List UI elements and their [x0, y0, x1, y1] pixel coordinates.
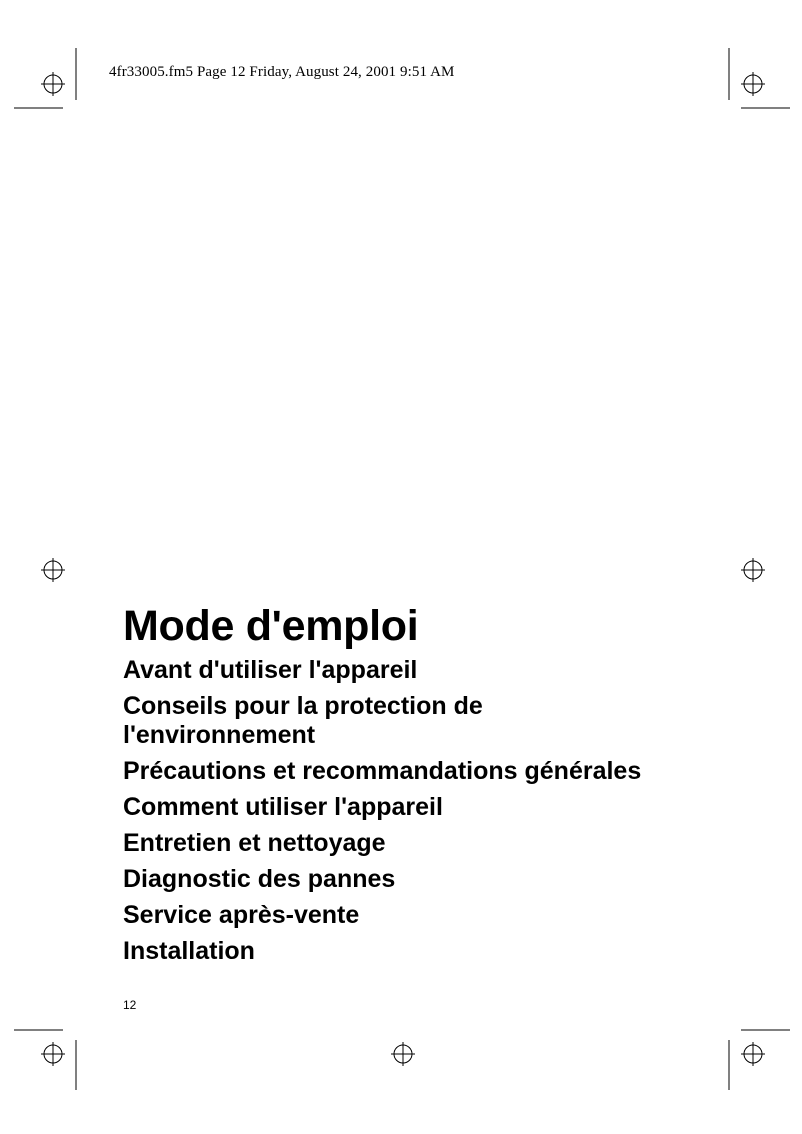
toc-item: Diagnostic des pannes	[123, 865, 396, 893]
toc-item: Service après-vente	[123, 901, 360, 929]
page-title: Mode d'emploi	[123, 602, 419, 650]
registration-mark-bottom-center	[391, 1042, 415, 1066]
registration-mark-top-left	[14, 48, 76, 108]
toc-item: Comment utiliser l'appareil	[123, 793, 443, 821]
registration-mark-bottom-left	[14, 1030, 76, 1090]
toc-item: Entretien et nettoyage	[123, 829, 386, 857]
toc-item: Installation	[123, 937, 255, 965]
print-slug-header: 4fr33005.fm5 Page 12 Friday, August 24, 2001 9:51 AM	[109, 64, 455, 80]
registration-mark-bottom-right	[729, 1030, 790, 1090]
registration-mark-top-right	[729, 48, 790, 108]
registration-mark-mid-right	[741, 558, 765, 582]
page-number: 12	[123, 998, 137, 1012]
toc-item: Avant d'utiliser l'appareil	[123, 656, 418, 684]
table-of-contents	[123, 656, 683, 973]
registration-mark-mid-left	[41, 558, 65, 582]
toc-item: Conseils pour la protection de l'environnement	[123, 692, 483, 749]
toc-item: Précautions et recommandations générales	[123, 757, 642, 785]
